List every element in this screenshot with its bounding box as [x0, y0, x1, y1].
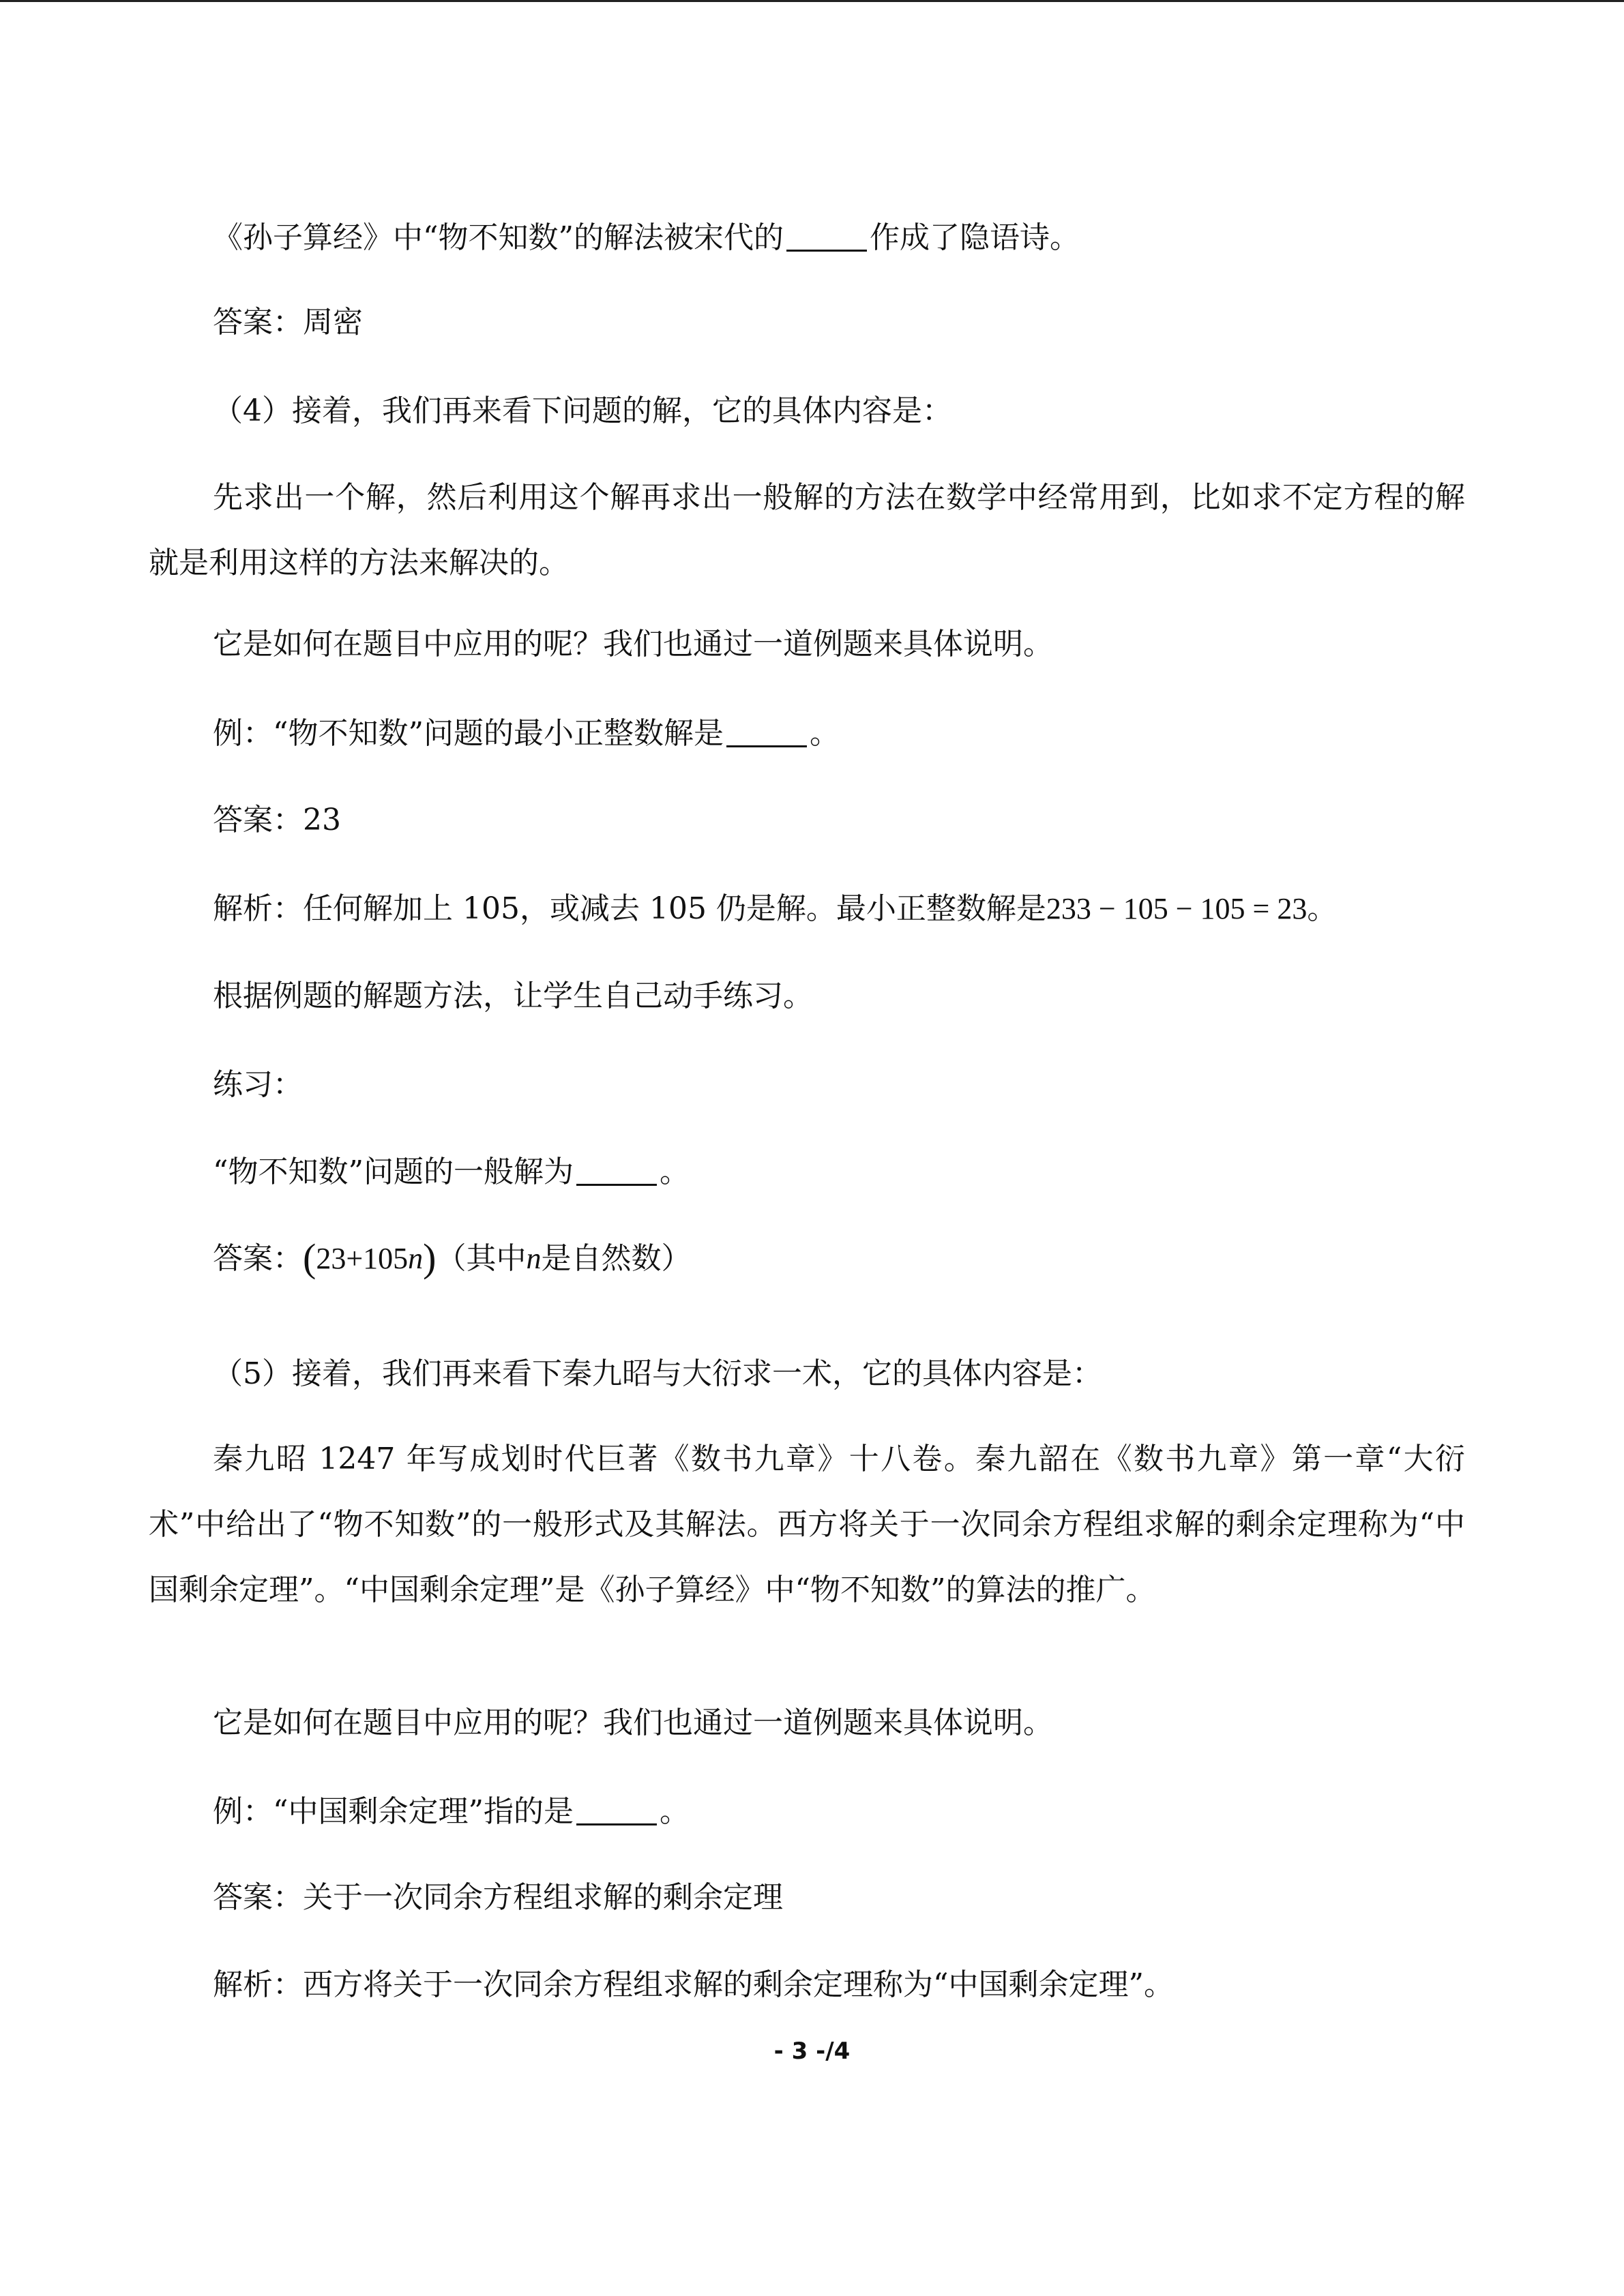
answer-blank: [786, 222, 867, 252]
example-1-text: 例：“物不知数”问题的最小正整数解是: [213, 716, 724, 751]
example-2-suffix: 。: [660, 1794, 690, 1829]
practice-question: [213, 1151, 1461, 1193]
answer-blank: [726, 718, 807, 747]
section-4-paragraph: 先求出一个解，然后利用这个解再求出一般解的方法在数学中经常用到，比如求不定方程的解就是利用这样的方法来解决的。: [149, 480, 1465, 580]
practice-answer-note-var: n: [526, 1242, 542, 1275]
example-1-suffix: 。: [810, 716, 840, 751]
answer-blank: [576, 1796, 657, 1825]
example-1: [213, 713, 1461, 755]
answer-blank: [576, 1157, 657, 1186]
answer-1: 答案：23: [213, 803, 341, 837]
answer-sunzi: 答案：周密: [213, 305, 363, 340]
practice-intro: 根据例题的解题方法，让学生自己动手练习。: [213, 979, 813, 1013]
example-2-text: 例：“中国剩余定理”指的是: [213, 1794, 574, 1829]
practice-answer-formula: (23+105n): [303, 1236, 437, 1280]
practice-question-suffix: 。: [660, 1154, 690, 1189]
section-4-intro: （4）接着，我们再来看下问题的解，它的具体内容是：: [213, 393, 952, 428]
section-5-intro: （5）接着，我们再来看下秦九昭与大衍求一术，它的具体内容是：: [213, 1356, 1102, 1391]
analysis-1: [213, 888, 1461, 930]
practice-answer-note-end: 是自然数）: [541, 1241, 692, 1276]
practice-answer: [213, 1237, 1461, 1280]
practice-label: 练习：: [213, 1067, 303, 1102]
analysis-1-text: 解析：任何解加上 105，或减去 105 仍是解。最小正整数解是: [213, 891, 1046, 926]
page-number: - 3 -/4: [773, 2038, 851, 2065]
practice-answer-note: （其中: [436, 1241, 527, 1276]
analysis-2: 解析：西方将关于一次同余方程组求解的剩余定理称为“中国剩余定理”。: [213, 1967, 1174, 2002]
practice-answer-label: 答案：: [213, 1241, 303, 1276]
question-sunzi-text: 《孙子算经》中“物不知数”的解法被宋代的: [213, 220, 784, 255]
practice-question-text: “物不知数”问题的一般解为: [213, 1154, 574, 1189]
analysis-1-formula: 233 − 105 − 105 = 23: [1046, 892, 1308, 925]
section-5-paragraph: 秦九昭 1247 年写成划时代巨著《数书九章》十八卷。秦九韶在《数书九章》第一章“大衍术”中给出了“物不知数”的一般形式及其解法。西方将关于一次同余方程组求解的剩余定理称为“中国剩余定理”。“中国剩余定理”是《孙子算经》中“物不知数”的算法的推广。: [149, 1442, 1465, 1607]
analysis-1-suffix: 。: [1307, 891, 1338, 926]
question-sunzi-suffix: 作成了隐语诗。: [870, 220, 1080, 255]
apply-intro-2: 它是如何在题目中应用的呢？我们也通过一道例题来具体说明。: [213, 1705, 1053, 1740]
apply-intro-1: 它是如何在题目中应用的呢？我们也通过一道例题来具体说明。: [213, 627, 1053, 661]
example-2: [213, 1791, 1461, 1833]
answer-2: 答案：关于一次同余方程组求解的剩余定理: [213, 1880, 783, 1915]
question-sunzi: [213, 217, 1461, 259]
